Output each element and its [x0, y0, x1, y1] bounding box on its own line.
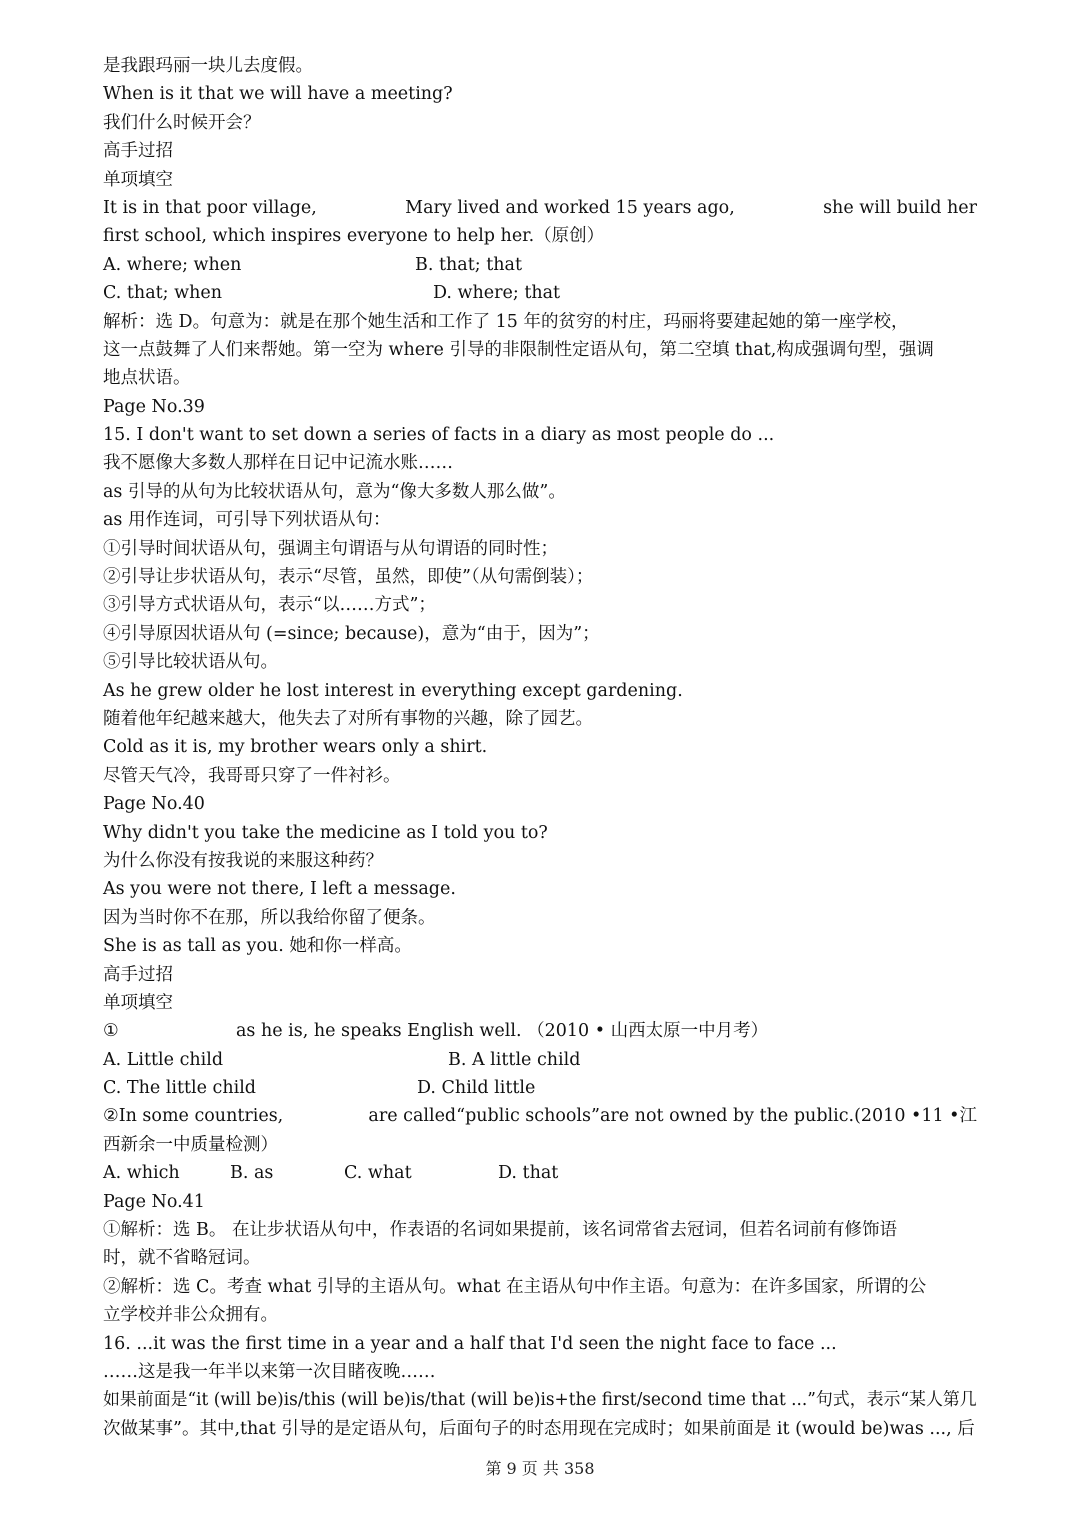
page-footer: 第 9 页 共 358 — [485, 1459, 595, 1478]
option-a: A. which — [103, 1163, 180, 1184]
page-marker: Page No.39 — [103, 396, 205, 417]
section-subheading: 单项填空 — [103, 992, 173, 1013]
document-body — [103, 52, 977, 1443]
text-line: 如果前面是“it (will be)is/this (will be)is/that (will be)is+the first/second time that ...”句式，表示“某人第几 — [103, 1390, 977, 1411]
page-marker: Page No.41 — [103, 1191, 205, 1212]
section-subheading: 单项填空 — [103, 169, 173, 190]
text-line: 时，就不省略冠词。 — [103, 1248, 261, 1269]
options-row — [103, 1046, 977, 1074]
options-row — [103, 279, 977, 307]
text-line: 因为当时你不在那，所以我给你留了便条。 — [103, 907, 436, 928]
text-line: Why didn't you take the medicine as I told you to? — [103, 822, 548, 843]
options-row — [103, 251, 977, 279]
option-b: B. that; that — [415, 254, 522, 275]
text-line: 我们什么时候开会？ — [103, 112, 261, 133]
option-b: B. as — [230, 1163, 274, 1184]
text-line: 尽管天气冷，我哥哥只穿了一件衬衫。 — [103, 765, 401, 786]
text-line: Cold as it is, my brother wears only a shirt. — [103, 737, 488, 758]
question-part: Mary lived and worked 15 years ago, — [405, 197, 735, 218]
question-text: as he is, he speaks English well. （2010 • 山西太原一中月考） — [236, 1021, 769, 1042]
list-item: ③引导方式状语从句，表示“以……方式”； — [103, 595, 436, 616]
text-line: As he grew older he lost interest in everything except gardening. — [103, 680, 683, 701]
question-line — [103, 1102, 977, 1130]
question-part: ②In some countries, — [103, 1106, 284, 1127]
text-line: As you were not there, I left a message. — [103, 879, 456, 900]
question-line — [103, 194, 977, 222]
option-d: D. where; that — [433, 283, 561, 304]
option-b: B. A little child — [448, 1049, 581, 1070]
options-row — [103, 1159, 977, 1187]
option-a: A. Little child — [103, 1049, 224, 1070]
question-part: she will build her — [823, 197, 977, 218]
text-line: 立学校并非公众拥有。 — [103, 1305, 278, 1326]
text-line: ①解析：选 B。 在让步状语从句中，作表语的名词如果提前，该名词常省去冠词，但若名词前有修饰语 — [103, 1220, 897, 1241]
option-a: A. where; when — [103, 254, 242, 275]
text-line: 次做某事”。其中,that 引导的是定语从句，后面句子的时态用现在完成时；如果前面是 it (would be)was ..., 后 — [103, 1418, 975, 1439]
question-part: are called“public schools”are not owned by the public.(2010 •11 •江 — [368, 1106, 977, 1127]
section-heading: 高手过招 — [103, 141, 173, 162]
list-item: ②引导让步状语从句，表示“尽管，虽然，即使”（从句需倒装）； — [103, 567, 594, 588]
text-line: 是我跟玛丽一块儿去度假。 — [103, 56, 313, 76]
list-item: ⑤引导比较状语从句。 — [103, 652, 278, 673]
text-line: 16. ...it was the first time in a year and a half that I'd seen the night face to face ... — [103, 1333, 837, 1354]
options-row — [103, 1074, 977, 1102]
text-line: She is as tall as you. 她和你一样高。 — [103, 936, 412, 957]
text-line: When is it that we will have a meeting? — [103, 84, 453, 105]
text-line: 西新余一中质量检测） — [103, 1134, 278, 1155]
section-heading: 高手过招 — [103, 964, 173, 985]
text-line: 解析：选 D。句意为：就是在那个她生活和工作了 15 年的贫穷的村庄，玛丽将要建起她的第一座学校， — [103, 311, 909, 332]
question-part: It is in that poor village, — [103, 197, 317, 218]
option-d: D. that — [498, 1163, 559, 1184]
page-marker: Page No.40 — [103, 794, 205, 815]
option-c: C. that; when — [103, 283, 222, 304]
question-line — [103, 1017, 977, 1045]
text-line: first school, which inspires everyone to help her.（原创） — [103, 226, 605, 247]
text-line: ……这是我一年半以来第一次目睹夜晚…… — [103, 1361, 436, 1382]
option-c: C. what — [344, 1163, 412, 1184]
text-line: 地点状语。 — [103, 368, 191, 389]
text-line: 15. I don't want to set down a series of facts in a diary as most people do ... — [103, 425, 775, 446]
text-line: 为什么你没有按我说的来服这种药？ — [103, 850, 383, 871]
option-d: D. Child little — [417, 1078, 536, 1099]
text-line: ②解析：选 C。考查 what 引导的主语从句。what 在主语从句中作主语。句意为：在许多国家，所谓的公 — [103, 1276, 927, 1297]
text-line: 随着他年纪越来越大，他失去了对所有事物的兴趣，除了园艺。 — [103, 708, 593, 729]
text-line: 这一点鼓舞了人们来帮她。第一空为 where 引导的非限制性定语从句，第二空填 that,构成强调句型，强调 — [103, 339, 934, 360]
option-c: C. The little child — [103, 1078, 256, 1099]
text-line: as 引导的从句为比较状语从句，意为“像大多数人那么做”。 — [103, 481, 566, 502]
text-line: as 用作连词，可引导下列状语从句： — [103, 510, 391, 531]
list-item: ④引导原因状语从句 (=since; because)，意为“由于，因为”； — [103, 623, 600, 644]
question-number: ① — [103, 1021, 119, 1042]
list-item: ①引导时间状语从句，强调主句谓语与从句谓语的同时性； — [103, 538, 558, 559]
text-line: 我不愿像大多数人那样在日记中记流水账…… — [103, 453, 453, 474]
